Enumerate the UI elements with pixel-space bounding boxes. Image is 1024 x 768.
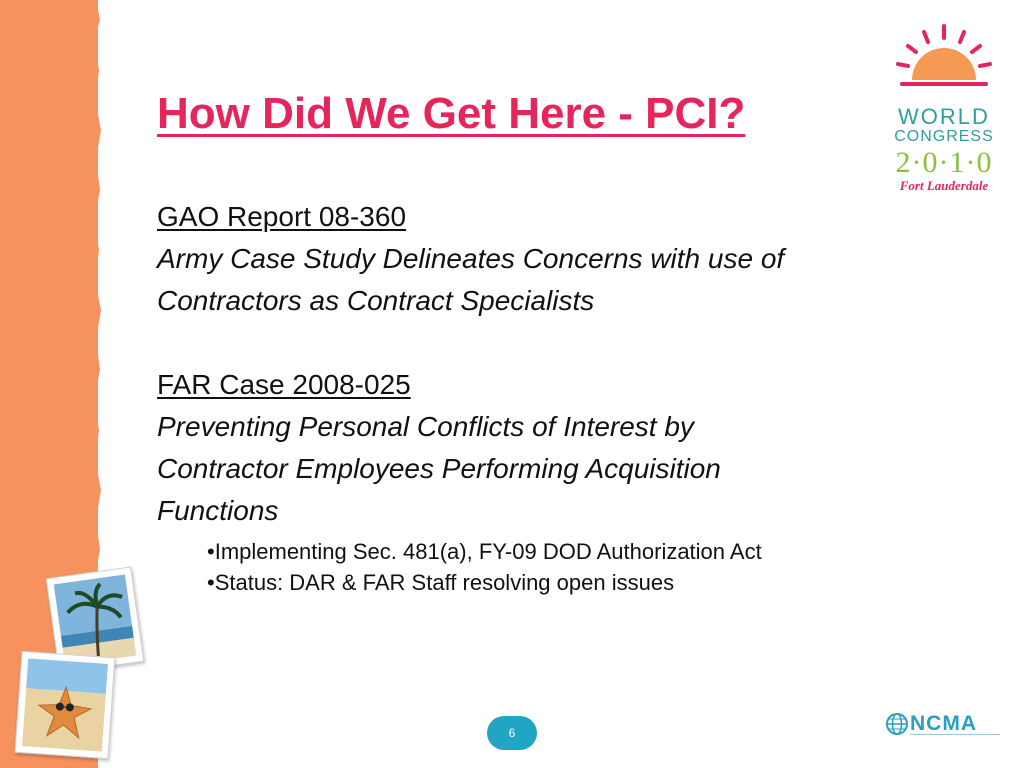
logo-text-congress: CONGRESS — [894, 128, 994, 145]
section-heading-gao-report: GAO Report 08-360 — [157, 201, 407, 232]
section-description-line: Functions — [157, 495, 279, 526]
world-congress-logo — [884, 18, 1004, 202]
slide-title: How Did We Get Here - PCI? — [157, 89, 746, 138]
section-description-line: Contractor Employees Performing Acquisition — [157, 453, 721, 484]
ncma-tagline-rule — [910, 734, 1000, 738]
section-description-line: Contractors as Contract Specialists — [157, 285, 595, 316]
bullet-list — [157, 536, 947, 598]
section-description-line: Preventing Personal Conflicts of Interest by — [157, 411, 694, 442]
bullet-item: • Status: DAR & FAR Staff resolving open issues — [207, 567, 947, 598]
logo-text-world: WORLD — [898, 104, 990, 129]
logo-text-year: 2·0·1·0 — [895, 146, 993, 179]
section-heading-far-case: FAR Case 2008-025 — [157, 369, 411, 400]
starfish-photo — [15, 651, 116, 759]
logo-text-place: Fort Lauderdale — [899, 178, 989, 193]
ncma-logo-text: NCMA — [910, 712, 977, 735]
ncma-logo — [886, 712, 1000, 738]
section-description-line: Army Case Study Delineates Concerns with use of — [157, 243, 785, 274]
globe-icon — [886, 713, 908, 735]
slide-body — [157, 196, 947, 598]
sun-icon — [884, 18, 1004, 104]
spacer — [157, 322, 947, 364]
bullet-item: • Implementing Sec. 481(a), FY-09 DOD Authorization Act — [207, 536, 947, 567]
page-number-badge: 6 — [487, 716, 537, 750]
